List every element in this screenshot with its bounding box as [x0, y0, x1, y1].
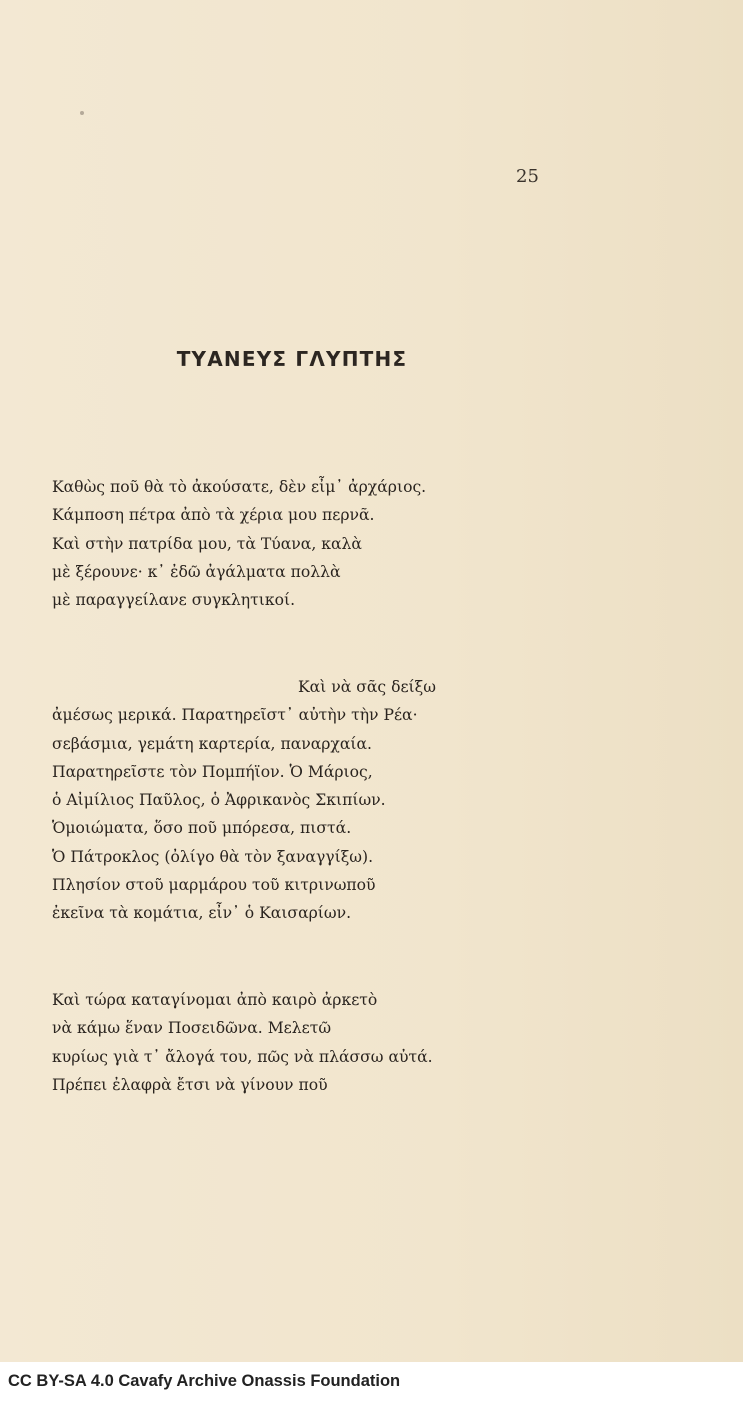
verse-line: Παρατηρεῖστε τὸν Πομπήϊον. Ὁ Μάριος,: [52, 762, 373, 781]
verse-line: μὲ παραγγείλανε συγκλητικοί.: [52, 591, 296, 610]
verse-line: Καὶ στὴν πατρίδα μου, τὰ Τύανα, καλὰ: [52, 534, 362, 553]
stanza-1: [52, 473, 692, 614]
verse-line: Πλησίον στοῦ μαρμάρου τοῦ κιτρινωποῦ: [52, 876, 376, 895]
stanza-2: [52, 673, 692, 928]
stanza-3: [52, 986, 692, 1099]
verse-line: σεβάσμια, γεμάτη καρτερία, παναρχαία.: [52, 734, 373, 753]
verse-line: Ὁ Πάτροκλος (ὀλίγο θὰ τὸν ξαναγγίξω).: [52, 847, 374, 866]
page-number: 25: [516, 166, 539, 187]
poem-title: ΤΥΑΝΕΥΣ ΓΛΥΠΤΗΣ: [176, 347, 408, 371]
license-credit: CC BY-SA 4.0 Cavafy Archive Onassis Foundation: [8, 1372, 401, 1390]
verse-line: μὲ ξέρουνε· κ᾽ ἐδῶ ἀγάλματα πολλὰ: [52, 562, 341, 581]
verse-line: κυρίως γιὰ τ᾽ ἄλογά του, πῶς νὰ πλάσσω αὐτά.: [52, 1047, 433, 1066]
verse-line: Καὶ τώρα καταγίνομαι ἀπὸ καιρὸ ἀρκετὸ: [52, 991, 378, 1009]
verse-line-indented: Καὶ νὰ σᾶς δείξω: [298, 678, 436, 696]
verse-line: ἐκεῖνα τὰ κομάτια, εἶν᾽ ὁ Καισαρίων.: [52, 904, 352, 923]
verse-line: Καθὼς ποῦ θὰ τὸ ἀκούσατε, δὲν εἶμ᾽ ἀρχάριος.: [52, 478, 427, 496]
verse-line: Πρέπει ἐλαφρὰ ἔτσι νὰ γίνουν ποῦ: [52, 1075, 328, 1094]
paper-speck: [80, 111, 84, 115]
verse-line: Κάμποση πέτρα ἀπὸ τὰ χέρια μου περνᾶ.: [52, 506, 375, 525]
verse-line: ἀμέσως μερικά. Παρατηρεῖστ᾽ αὐτὴν τὴν Ρέα·: [52, 706, 418, 725]
verse-line: ὁ Αἰμίλιος Παῦλος, ὁ Ἀφρικανὸς Σκιπίων.: [52, 791, 386, 810]
verse-line: Ὁμοιώματα, ὅσο ποῦ μπόρεσα, πιστά.: [52, 819, 352, 838]
verse-line: νὰ κάμω ἕναν Ποσειδῶνα. Μελετῶ: [52, 1019, 332, 1038]
